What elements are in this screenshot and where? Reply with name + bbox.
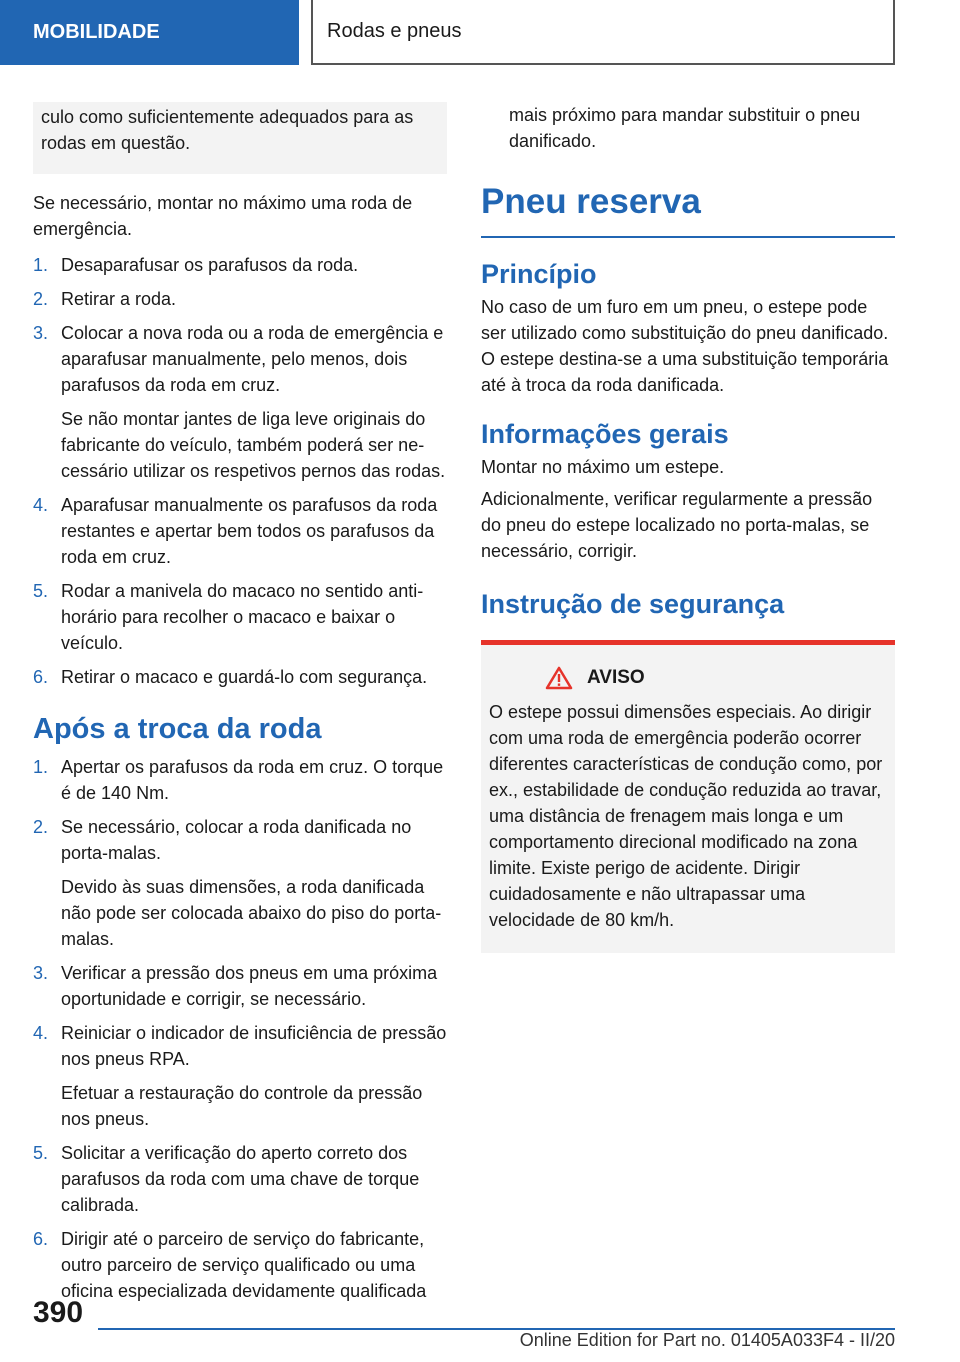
step-text: Rodar a manivela do macaco no sentido anti-horário para recolher o macaco e baixar o veículo. — [61, 581, 424, 653]
step-text: Reiniciar o indicador de insuficiência de pressão nos pneus RPA. — [61, 1023, 447, 1069]
list-item — [33, 814, 447, 952]
step-text: Retirar o macaco e guardá-lo com segurança. — [61, 667, 428, 687]
section-tab — [0, 0, 299, 65]
step-number: 2. — [33, 289, 49, 309]
chapter-tab — [311, 0, 895, 65]
step-text: Dirigir até o parceiro de serviço do fabricante, outro parceiro de serviço qualificado ou uma oficina especializada devidamente qualificada — [61, 1229, 427, 1301]
safety-heading: Instrução de segurança — [481, 589, 785, 619]
intro-paragraph: Se necessário, montar no máximo uma roda de emergência. — [33, 193, 413, 239]
step-text: Apertar os parafusos da roda em cruz. O torque é de 140 Nm. — [61, 757, 444, 803]
warning-label: AVISO — [587, 667, 645, 688]
step-number: 5. — [33, 581, 49, 601]
step-note: Efetuar a restauração do controle da pressão nos pneus. — [61, 1083, 423, 1129]
step-number: 1. — [33, 255, 49, 275]
warning-header — [489, 665, 887, 691]
continued-step-text: mais próximo para mandar substituir o pneu danificado. — [509, 105, 861, 151]
list-item — [33, 754, 447, 806]
principle-heading: Princípio — [481, 259, 597, 289]
list-item — [33, 1140, 447, 1218]
step-note: Devido às suas dimensões, a roda danificada não pode ser colocada abaixo do piso do porta-malas. — [61, 877, 442, 949]
step-number: 6. — [33, 1229, 49, 1249]
list-item — [33, 1226, 447, 1304]
list-item — [33, 286, 447, 312]
step-text: Se necessário, colocar a roda danificada no porta-malas. — [61, 817, 412, 863]
warning-triangle-icon — [545, 666, 573, 690]
continued-note-box — [33, 102, 447, 174]
list-item — [33, 492, 447, 570]
continued-note-text: culo como suficientemente adequados para as rodas em questão. — [41, 107, 414, 153]
warning-text: O estepe possui dimensões especiais. Ao dirigir com uma roda de emergência poderão ocorrer diferentes características de condução como, por ex., estabilidade de condução reduzida ao travar, uma distância de frenagem mais longa e um comportamento direcional modificado na zona limite. Existe perigo de acidente. Dirigir cuidadosamente e não ultrapassar uma velocidade de 80 km/h. — [489, 702, 883, 930]
step-text: Solicitar a verificação do aperto correto dos parafusos da roda com uma chave de torque calibrada. — [61, 1143, 420, 1215]
step-text: Colocar a nova roda ou a roda de emergência e aparafusar manualmente, pelo menos, dois parafusos da roda em cruz. — [61, 323, 444, 395]
step-text: Retirar a roda. — [61, 289, 177, 309]
step-number: 5. — [33, 1143, 49, 1163]
general-info-text-2: Adicionalmente, verificar regularmente a pressão do pneu do estepe localizado no porta-malas, se necessário, corrigir. — [481, 489, 873, 561]
step-number: 3. — [33, 323, 49, 343]
list-item — [33, 578, 447, 656]
page-number: 390 — [33, 1296, 84, 1329]
list-item — [33, 960, 447, 1012]
principle-text: No caso de um furo em um pneu, o estepe pode ser utilizado como substituição do pneu danificado. O estepe destina-se a uma substituição temporária até à troca da roda danificada. — [481, 297, 889, 395]
step-text: Desaparafusar os parafusos da roda. — [61, 255, 359, 275]
step-number: 4. — [33, 1023, 49, 1043]
list-item — [33, 320, 447, 484]
general-info-text-1: Montar no máximo um estepe. — [481, 457, 725, 477]
step-number: 6. — [33, 667, 49, 687]
after-change-heading: Após a troca da roda — [33, 713, 322, 745]
left-column — [33, 102, 447, 1312]
step-text: Aparafusar manualmente os parafusos da roda restantes e apertar bem todos os parafusos da roda em cruz. — [61, 495, 438, 567]
section-label: MOBILIDADE — [33, 21, 160, 43]
wheel-change-steps — [33, 252, 447, 690]
step-number: 2. — [33, 817, 49, 837]
edition-footer: Online Edition for Part no. 01405A033F4 - II/20 — [519, 1330, 895, 1350]
list-item — [33, 1020, 447, 1132]
step-number: 3. — [33, 963, 49, 983]
after-change-steps — [33, 754, 447, 1304]
chapter-label: Rodas e pneus — [327, 20, 462, 42]
step-number: 4. — [33, 495, 49, 515]
spare-tire-title: Pneu reserva — [481, 182, 895, 238]
step-text: Verificar a pressão dos pneus em uma próxima oportunidade e corrigir, se necessário. — [61, 963, 438, 1009]
general-info-heading: Informações gerais — [481, 419, 729, 449]
step-number: 1. — [33, 757, 49, 777]
list-item — [33, 252, 447, 278]
list-item — [33, 664, 447, 690]
step-note: Se não montar jantes de liga leve originais do fabricante do veículo, também poderá ser necessário utilizar os respetivos pernos das rodas. — [61, 409, 446, 481]
warning-box — [481, 640, 895, 953]
right-column — [481, 102, 895, 953]
